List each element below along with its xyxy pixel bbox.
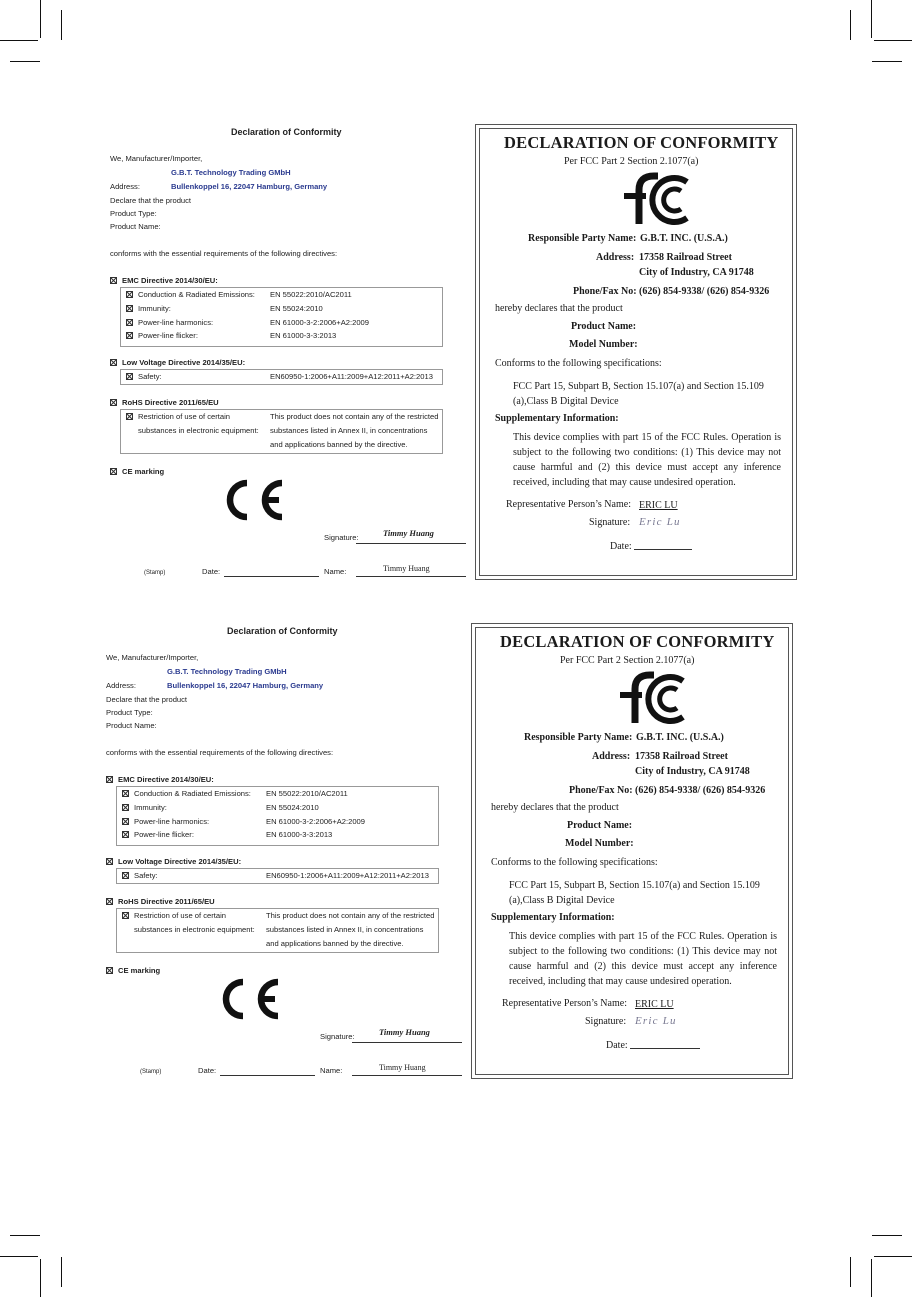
fcc-declaration — [471, 623, 793, 1079]
emc-row — [122, 817, 209, 826]
party-label: Responsible Party Name: — [524, 732, 633, 743]
crop-mark — [871, 1259, 872, 1297]
crop-mark — [0, 40, 38, 41]
conforms-text: Conforms to the following specifications: — [495, 358, 662, 369]
checked-box-icon — [122, 872, 129, 879]
emc-row — [122, 803, 167, 812]
rohs-heading-text: RoHS Directive 2011/65/EU — [122, 398, 219, 407]
spec-line-2: (a),Class B Digital Device — [513, 396, 619, 407]
crop-mark — [872, 1235, 902, 1236]
phone-label: Phone/Fax No: — [569, 785, 633, 796]
checked-box-icon — [122, 790, 129, 797]
rohs-heading — [106, 897, 215, 906]
emc-row-value: EN 55022:2010/AC2011 — [270, 290, 352, 299]
phone-value: (626) 854-9338/ (626) 854-9326 — [639, 286, 770, 297]
emc-row-label: Immunity: — [138, 304, 171, 313]
emc-row-label: Power-line harmonics: — [138, 318, 214, 327]
emc-row — [122, 789, 251, 798]
crop-mark — [850, 10, 851, 40]
company-name: G.B.T. Technology Trading GMbH — [167, 667, 287, 676]
phone-label: Phone/Fax No: — [573, 286, 637, 297]
emc-heading — [110, 276, 218, 285]
spec-line-1: FCC Part 15, Subpart B, Section 15.107(a) and Section 15.109 — [513, 381, 764, 392]
crop-mark — [872, 61, 902, 62]
fcc-signature-label: Signature: — [585, 1016, 627, 1027]
rohs-label-2: substances in electronic equipment: — [134, 925, 255, 934]
crop-mark — [874, 40, 912, 41]
supplementary-text: This device complies with part 15 of the FCC Rules. Operation is subject to the following two conditions: (1) This device may not cause harmful and (2) this device must accept any inference received, including that may cause undesired operation. — [509, 931, 777, 987]
supplementary-heading: Supplementary Information: — [491, 912, 615, 923]
checked-box-icon — [110, 359, 117, 366]
rohs-label — [122, 911, 226, 920]
checked-box-icon — [122, 818, 129, 825]
signature-script: Timmy Huang — [379, 1027, 430, 1037]
date-label: Date: — [198, 1066, 217, 1075]
fcc-signature-value: Eric Lu — [639, 516, 681, 528]
lvd-heading — [106, 857, 241, 866]
fcc-title: DECLARATION OF CONFORMITY — [500, 632, 775, 651]
checked-box-icon — [106, 858, 113, 865]
crop-mark — [61, 1257, 62, 1287]
checked-box-icon — [126, 373, 133, 380]
name-value: Timmy Huang — [383, 564, 430, 573]
rohs-heading — [110, 398, 219, 407]
checked-box-icon — [110, 468, 117, 475]
product-name-label: Product Name: — [110, 222, 161, 231]
name-line — [352, 1075, 462, 1076]
signature-label: Signature: — [320, 1032, 355, 1041]
signature-script: Timmy Huang — [383, 528, 434, 538]
rep-label: Representative Person’s Name: — [502, 998, 627, 1009]
emc-row — [122, 830, 194, 839]
emc-row — [126, 318, 213, 327]
company-name: G.B.T. Technology Trading GMbH — [171, 168, 291, 177]
rohs-label — [126, 412, 230, 421]
emc-row-value: EN 61000-3-3:2013 — [266, 830, 333, 839]
fcc-title: DECLARATION OF CONFORMITY — [504, 133, 779, 152]
rohs-label-text: Restriction of use of certain — [138, 412, 231, 421]
name-value: Timmy Huang — [379, 1063, 426, 1072]
name-label: Name: — [320, 1066, 343, 1075]
party-value: G.B.T. INC. (U.S.A.) — [636, 732, 724, 743]
lvd-heading — [110, 358, 245, 367]
rohs-value-2: substances listed in Annex II, in concentrations — [270, 426, 428, 435]
signature-label: Signature: — [324, 533, 359, 542]
checked-box-icon — [106, 967, 113, 974]
ce-marking-text: CE marking — [118, 966, 161, 975]
ce-title: Declaration of Conformity — [227, 626, 338, 636]
product-type-label: Product Type: — [106, 708, 153, 717]
emc-row-label: Conduction & Radiated Emissions: — [134, 789, 251, 798]
declaration-panel-top — [0, 124, 912, 624]
crop-mark — [874, 1256, 912, 1257]
rep-label: Representative Person’s Name: — [506, 499, 631, 510]
emc-row-value: EN 61000-3-2:2006+A2:2009 — [266, 817, 366, 826]
fcc-signature-value: Eric Lu — [635, 1015, 677, 1027]
emc-row — [126, 304, 171, 313]
fcc-date-line — [634, 549, 692, 550]
signature-line — [352, 1042, 462, 1043]
checked-box-icon — [106, 776, 113, 783]
emc-row-value: EN 61000-3-2:2006+A2:2009 — [270, 318, 370, 327]
emc-row-value: EN 55022:2010/AC2011 — [266, 789, 348, 798]
lvd-row — [126, 372, 162, 381]
emc-heading-text: EMC Directive 2014/30/EU: — [118, 775, 214, 784]
rohs-value-1: This product does not contain any of the restricted — [270, 412, 439, 421]
conforms-text: conforms with the essential requirements of the following directives: — [110, 249, 338, 258]
declare-text: Declare that the product — [106, 695, 188, 704]
crop-mark — [0, 1256, 38, 1257]
address-label: Address: — [596, 252, 635, 263]
address-label: Address: — [106, 681, 136, 690]
rohs-heading-text: RoHS Directive 2011/65/EU — [118, 897, 215, 906]
crop-mark — [10, 1235, 40, 1236]
rohs-value-1: This product does not contain any of the restricted — [266, 911, 435, 920]
date-line — [224, 576, 319, 577]
rep-value: ERIC LU — [639, 500, 678, 511]
ce-marking-text: CE marking — [122, 467, 165, 476]
phone-value: (626) 854-9338/ (626) 854-9326 — [635, 785, 766, 796]
fcc-date-label: Date: — [606, 1040, 628, 1051]
name-line — [356, 576, 466, 577]
ce-marking-heading — [110, 467, 164, 476]
model-number-label: Model Number: — [569, 339, 638, 350]
address-line-2: City of Industry, CA 91748 — [639, 267, 754, 278]
ce-mark-logo — [215, 976, 283, 1022]
checked-box-icon — [110, 277, 117, 284]
lvd-row-value: EN60950-1:2006+A11:2009+A12:2011+A2:2013 — [266, 871, 429, 880]
party-value: G.B.T. INC. (U.S.A.) — [640, 233, 728, 244]
product-name-label: Product Name: — [571, 321, 637, 332]
address-line-1: 17358 Railroad Street — [639, 252, 732, 263]
stamp-label: (Stamp) — [144, 570, 166, 576]
address-value: Bullenkoppel 16, 22047 Hamburg, Germany — [171, 182, 328, 191]
crop-mark — [40, 0, 41, 38]
product-name-label: Product Name: — [567, 820, 633, 831]
fcc-declaration — [475, 124, 797, 580]
emc-row-value: EN 55024:2010 — [266, 803, 319, 812]
lvd-heading-text: Low Voltage Directive 2014/35/EU: — [122, 358, 246, 367]
emc-row — [126, 290, 255, 299]
party-label: Responsible Party Name: — [528, 233, 637, 244]
checked-box-icon — [126, 291, 133, 298]
fcc-logo — [620, 172, 694, 228]
hereby-text: hereby declares that the product — [491, 802, 619, 813]
manufacturer-label: We, Manufacturer/Importer, — [106, 653, 199, 662]
checked-box-icon — [110, 399, 117, 406]
emc-row-label: Immunity: — [134, 803, 167, 812]
product-name-label: Product Name: — [106, 721, 157, 730]
rohs-value-2: substances listed in Annex II, in concentrations — [266, 925, 424, 934]
checked-box-icon — [126, 413, 133, 420]
ce-marking-heading — [106, 966, 160, 975]
checked-box-icon — [106, 898, 113, 905]
signature-line — [356, 543, 466, 544]
declare-text: Declare that the product — [110, 196, 192, 205]
spec-line-2: (a),Class B Digital Device — [509, 895, 615, 906]
fcc-date-line — [630, 1048, 700, 1049]
spec-line-1: FCC Part 15, Subpart B, Section 15.107(a) and Section 15.109 — [509, 880, 760, 891]
checked-box-icon — [126, 305, 133, 312]
crop-mark — [61, 10, 62, 40]
lvd-row-label: Safety: — [134, 871, 158, 880]
conforms-text: Conforms to the following specifications: — [491, 857, 658, 868]
fcc-date-label: Date: — [610, 541, 632, 552]
checked-box-icon — [122, 831, 129, 838]
model-number-label: Model Number: — [565, 838, 634, 849]
emc-row-label: Power-line flicker: — [138, 331, 198, 340]
lvd-row-label: Safety: — [138, 372, 162, 381]
declaration-panel-bottom — [0, 623, 908, 1123]
checked-box-icon — [126, 319, 133, 326]
address-label: Address: — [592, 751, 631, 762]
fcc-subtitle: Per FCC Part 2 Section 2.1077(a) — [560, 655, 695, 666]
address-line-2: City of Industry, CA 91748 — [635, 766, 750, 777]
lvd-row-value: EN60950-1:2006+A11:2009+A12:2011+A2:2013 — [270, 372, 433, 381]
address-value: Bullenkoppel 16, 22047 Hamburg, Germany — [167, 681, 324, 690]
address-label: Address: — [110, 182, 140, 191]
fcc-logo — [616, 671, 690, 727]
checked-box-icon — [122, 912, 129, 919]
ce-declaration — [0, 124, 470, 624]
emc-row-label: Power-line flicker: — [134, 830, 194, 839]
supplementary-text: This device complies with part 15 of the FCC Rules. Operation is subject to the following two conditions: (1) This device may not cause harmful and (2) this device must accept any inference received, including that may cause undesired operation. — [513, 432, 781, 488]
product-type-label: Product Type: — [110, 209, 157, 218]
supplementary-heading: Supplementary Information: — [495, 413, 619, 424]
hereby-text: hereby declares that the product — [495, 303, 623, 314]
lvd-heading-text: Low Voltage Directive 2014/35/EU: — [118, 857, 242, 866]
checked-box-icon — [122, 804, 129, 811]
crop-mark — [10, 61, 40, 62]
lvd-row — [122, 871, 158, 880]
rohs-value-3: and applications banned by the directive. — [270, 440, 408, 449]
checked-box-icon — [126, 332, 133, 339]
emc-row-label: Conduction & Radiated Emissions: — [138, 290, 255, 299]
fcc-subtitle: Per FCC Part 2 Section 2.1077(a) — [564, 156, 699, 167]
stamp-label: (Stamp) — [140, 1069, 162, 1075]
date-label: Date: — [202, 567, 221, 576]
rohs-label-text: Restriction of use of certain — [134, 911, 227, 920]
ce-mark-logo — [219, 477, 287, 523]
emc-row-value: EN 61000-3-3:2013 — [270, 331, 337, 340]
ce-declaration — [0, 623, 466, 1123]
name-label: Name: — [324, 567, 347, 576]
rohs-value-3: and applications banned by the directive. — [266, 939, 404, 948]
conforms-text: conforms with the essential requirements of the following directives: — [106, 748, 334, 757]
ce-title: Declaration of Conformity — [231, 127, 342, 137]
address-line-1: 17358 Railroad Street — [635, 751, 728, 762]
rep-value: ERIC LU — [635, 999, 674, 1010]
crop-mark — [850, 1257, 851, 1287]
date-line — [220, 1075, 315, 1076]
emc-heading — [106, 775, 214, 784]
emc-row — [126, 331, 198, 340]
emc-row-value: EN 55024:2010 — [270, 304, 323, 313]
crop-mark — [871, 0, 872, 38]
manufacturer-label: We, Manufacturer/Importer, — [110, 154, 203, 163]
fcc-signature-label: Signature: — [589, 517, 631, 528]
crop-mark — [40, 1259, 41, 1297]
emc-heading-text: EMC Directive 2014/30/EU: — [122, 276, 218, 285]
emc-row-label: Power-line harmonics: — [134, 817, 210, 826]
rohs-label-2: substances in electronic equipment: — [138, 426, 259, 435]
